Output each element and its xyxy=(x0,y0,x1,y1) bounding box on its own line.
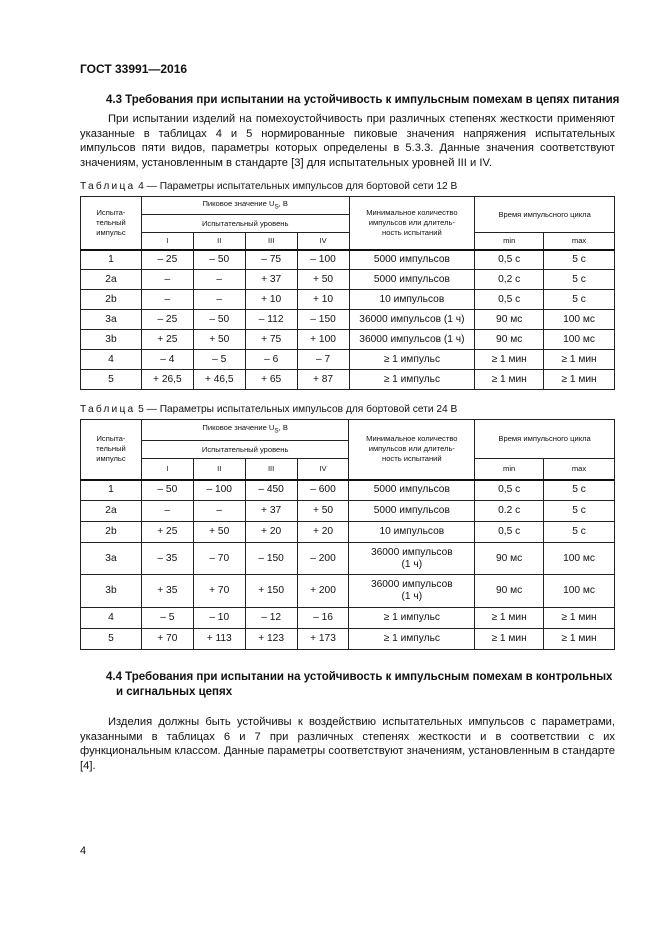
table-cell: + 10 xyxy=(297,290,349,310)
table-cell: – xyxy=(193,270,245,290)
header-level-2: II xyxy=(193,459,245,480)
table-cell: ≥ 1 импульс xyxy=(349,608,475,629)
header-level-1: I xyxy=(141,459,193,480)
table-cell: + 25 xyxy=(141,330,193,350)
table-cell: – 50 xyxy=(193,250,245,270)
table-cell: 5 с xyxy=(544,480,615,501)
document-header: ГОСТ 33991—2016 xyxy=(80,62,188,76)
table-cell: – 50 xyxy=(141,480,193,501)
table-cell: + 113 xyxy=(193,629,245,650)
table-cell: 3b xyxy=(81,575,142,608)
table-cell: – 75 xyxy=(245,250,297,270)
table-cell: – 16 xyxy=(297,608,349,629)
table-cell: 10 импульсов xyxy=(349,522,475,543)
table-cell: 0.2 с xyxy=(475,501,544,522)
table-row xyxy=(81,629,615,650)
table-cell: ≥ 1 импульс xyxy=(349,350,475,370)
table-5-caption xyxy=(80,404,457,415)
table-cell: 0,5 с xyxy=(475,250,544,270)
table-row xyxy=(81,330,615,350)
table-cell: 36000 импульсов (1 ч) xyxy=(349,330,475,350)
header-min-count: Минимальное количество импульсов или длитель- ность испытаний xyxy=(349,197,475,250)
table-5-caption-text: 5 — Параметры испытательных импульсов для бортовой сети 24 В xyxy=(135,404,458,415)
table-cell: + 26,5 xyxy=(141,370,193,390)
table-cell: + 20 xyxy=(297,522,349,543)
section-4-4-title-line-2: и сигнальных цепях xyxy=(116,686,233,698)
table-cell: 90 мс xyxy=(475,330,544,350)
table-cell: 5 с xyxy=(544,270,615,290)
table-row xyxy=(81,543,615,575)
header-min-count: Минимальное количество импульсов или длитель- ность испытаний xyxy=(349,420,475,480)
table-4 xyxy=(80,196,615,390)
table-cell: 90 мс xyxy=(475,543,544,575)
table-cell: 5 с xyxy=(544,250,615,270)
header-impulse: Испыта- тельный импульс xyxy=(81,197,142,250)
table-cell: – xyxy=(141,290,193,310)
table-cell: ≥ 1 мин xyxy=(544,370,615,390)
header-level-1: I xyxy=(141,233,193,250)
table-cell: 1 xyxy=(81,250,142,270)
section-4-4-title-line-1: 4.4 Требования при испытании на устойчивость к импульсным помехам в контрольных xyxy=(106,671,613,683)
table-cell: + 100 xyxy=(297,330,349,350)
table-cell: 5000 импульсов xyxy=(349,250,475,270)
table-cell: + 20 xyxy=(245,522,297,543)
table-cell: 4 xyxy=(81,350,142,370)
table-cell: + 50 xyxy=(297,270,349,290)
table-cell: + 10 xyxy=(245,290,297,310)
table-row xyxy=(81,501,615,522)
header-max: max xyxy=(544,459,615,480)
table-cell: 10 импульсов xyxy=(349,290,475,310)
table-cell: 3a xyxy=(81,543,142,575)
table-cell: – 25 xyxy=(141,250,193,270)
table-row xyxy=(81,350,615,370)
table-cell: ≥ 1 мин xyxy=(475,629,544,650)
table-cell: 36000 импульсов (1 ч) xyxy=(349,310,475,330)
table-row xyxy=(81,575,615,608)
table-row xyxy=(81,270,615,290)
table-cell: + 37 xyxy=(245,270,297,290)
table-cell: + 173 xyxy=(297,629,349,650)
table-cell: – 12 xyxy=(245,608,297,629)
table-cell: 100 мс xyxy=(544,575,615,608)
table-cell: – xyxy=(193,290,245,310)
table-cell: + 35 xyxy=(141,575,193,608)
table-cell: + 46,5 xyxy=(193,370,245,390)
header-level-3: III xyxy=(245,233,297,250)
header-level-4: IV xyxy=(297,459,349,480)
table-cell: – 10 xyxy=(193,608,245,629)
header-level-3: III xyxy=(245,459,297,480)
table-cell: – 50 xyxy=(193,310,245,330)
table-cell: 2a xyxy=(81,270,142,290)
table-cell: – 200 xyxy=(297,543,349,575)
header-min: min xyxy=(475,233,544,250)
table-cell: – 600 xyxy=(297,480,349,501)
table-cell: 5 xyxy=(81,629,142,650)
table-cell: 0,5 с xyxy=(475,480,544,501)
table-cell: 5000 импульсов xyxy=(349,480,475,501)
table-4-caption-text: 4 — Параметры испытательных импульсов для бортовой сети 12 В xyxy=(135,181,458,192)
table-row xyxy=(81,608,615,629)
table-cell: – 4 xyxy=(141,350,193,370)
header-peak-value: Пиковое значение $U_S$, В xyxy=(141,197,349,215)
table-cell: + 25 xyxy=(141,522,193,543)
header-cycle-time: Время импульсного цикла xyxy=(475,420,615,459)
table-cell: 3a xyxy=(81,310,142,330)
table-cell: ≥ 1 импульс xyxy=(349,370,475,390)
section-4-3-title: 4.3 Требования при испытании на устойчивость к импульсным помехам в цепях питания xyxy=(106,94,620,106)
table-cell: ≥ 1 мин xyxy=(544,629,615,650)
table-row xyxy=(81,480,615,501)
table-cell: – 100 xyxy=(297,250,349,270)
table-cell: – 6 xyxy=(245,350,297,370)
table-cell: 36000 импульсов (1 ч) xyxy=(349,543,475,575)
table-row xyxy=(81,370,615,390)
table-cell: 2a xyxy=(81,501,142,522)
table-cell: – 5 xyxy=(193,350,245,370)
table-cell: – 150 xyxy=(245,543,297,575)
table-cell: ≥ 1 мин xyxy=(475,350,544,370)
header-min: min xyxy=(475,459,544,480)
table-cell: 3b xyxy=(81,330,142,350)
table-cell: – 100 xyxy=(193,480,245,501)
header-max: max xyxy=(544,233,615,250)
header-cycle-time: Время импульсного цикла xyxy=(475,197,615,233)
table-4-caption-prefix: Таблица xyxy=(80,181,136,192)
table-cell: – 25 xyxy=(141,310,193,330)
table-cell: – 112 xyxy=(245,310,297,330)
table-cell: – xyxy=(193,501,245,522)
table-cell: 100 мс xyxy=(544,310,615,330)
table-cell: + 50 xyxy=(193,330,245,350)
table-cell: – xyxy=(141,270,193,290)
table-cell: 90 мс xyxy=(475,575,544,608)
table-row xyxy=(81,310,615,330)
header-test-level: Испытательный уровень xyxy=(141,215,349,233)
table-4-caption xyxy=(80,181,457,192)
table-cell: + 70 xyxy=(193,575,245,608)
table-cell: – 450 xyxy=(245,480,297,501)
header-level-2: II xyxy=(193,233,245,250)
section-4-4-title xyxy=(106,670,612,700)
table-cell: + 37 xyxy=(245,501,297,522)
table-cell: 4 xyxy=(81,608,142,629)
table-cell: 1 xyxy=(81,480,142,501)
table-cell: 2b xyxy=(81,290,142,310)
table-cell: ≥ 1 мин xyxy=(544,350,615,370)
table-cell: + 50 xyxy=(297,501,349,522)
table-cell: 36000 импульсов (1 ч) xyxy=(349,575,475,608)
table-cell: – 35 xyxy=(141,543,193,575)
table-cell: + 70 xyxy=(141,629,193,650)
table-cell: 0,2 с xyxy=(475,270,544,290)
table-cell: ≥ 1 мин xyxy=(475,370,544,390)
table-cell: 2b xyxy=(81,522,142,543)
table-cell: 100 мс xyxy=(544,330,615,350)
table-cell: + 50 xyxy=(193,522,245,543)
table-cell: 5 с xyxy=(544,501,615,522)
table-cell: 0,5 с xyxy=(475,522,544,543)
table-cell: ≥ 1 импульс xyxy=(349,629,475,650)
table-cell: ≥ 1 мин xyxy=(544,608,615,629)
table-5 xyxy=(80,419,615,650)
table-cell: 90 мс xyxy=(475,310,544,330)
table-cell: + 75 xyxy=(245,330,297,350)
table-row xyxy=(81,250,615,270)
table-cell: – 5 xyxy=(141,608,193,629)
table-cell: 5 с xyxy=(544,290,615,310)
table-row xyxy=(81,522,615,543)
table-cell: – 150 xyxy=(297,310,349,330)
section-4-3-paragraph: При испытании изделий на помехоустойчивость при различных степенях жесткости применяют указанные в таблицах 4 и 5 нормированные пиковые значения напряжения испытательных импульсов пяти видов, параметры которых определены в 5.3.3. Данные значения соответствуют значениям, установленным в стандарте [3] для испытательных уровней III и IV. xyxy=(80,113,615,170)
table-cell: – 7 xyxy=(297,350,349,370)
table-cell: + 200 xyxy=(297,575,349,608)
table-5-caption-prefix: Таблица xyxy=(80,404,136,415)
section-4-4-paragraph: Изделия должны быть устойчивы к воздействию испытательных импульсов с параметрами, указанными в таблицах 6 и 7 при различных степенях жесткости и в соответствии с их функциональным классом. Данные параметры соответствуют значениям, установленным в стандарте [4]. xyxy=(80,716,615,773)
table-cell: 5000 импульсов xyxy=(349,501,475,522)
table-cell: – xyxy=(141,501,193,522)
header-test-level: Испытательный уровень xyxy=(141,441,349,459)
table-cell: + 65 xyxy=(245,370,297,390)
table-cell: + 123 xyxy=(245,629,297,650)
table-cell: + 87 xyxy=(297,370,349,390)
table-cell: + 150 xyxy=(245,575,297,608)
table-cell: 5 с xyxy=(544,522,615,543)
table-cell: 5000 импульсов xyxy=(349,270,475,290)
table-row xyxy=(81,290,615,310)
header-peak-value: Пиковое значение $U_S$, В xyxy=(141,420,349,441)
table-cell: 0,5 с xyxy=(475,290,544,310)
header-level-4: IV xyxy=(297,233,349,250)
table-cell: – 70 xyxy=(193,543,245,575)
page-number: 4 xyxy=(80,845,87,857)
header-impulse: Испыта- тельный импульс xyxy=(81,420,142,480)
table-cell: 5 xyxy=(81,370,142,390)
table-cell: 100 мс xyxy=(544,543,615,575)
table-cell: ≥ 1 мин xyxy=(475,608,544,629)
